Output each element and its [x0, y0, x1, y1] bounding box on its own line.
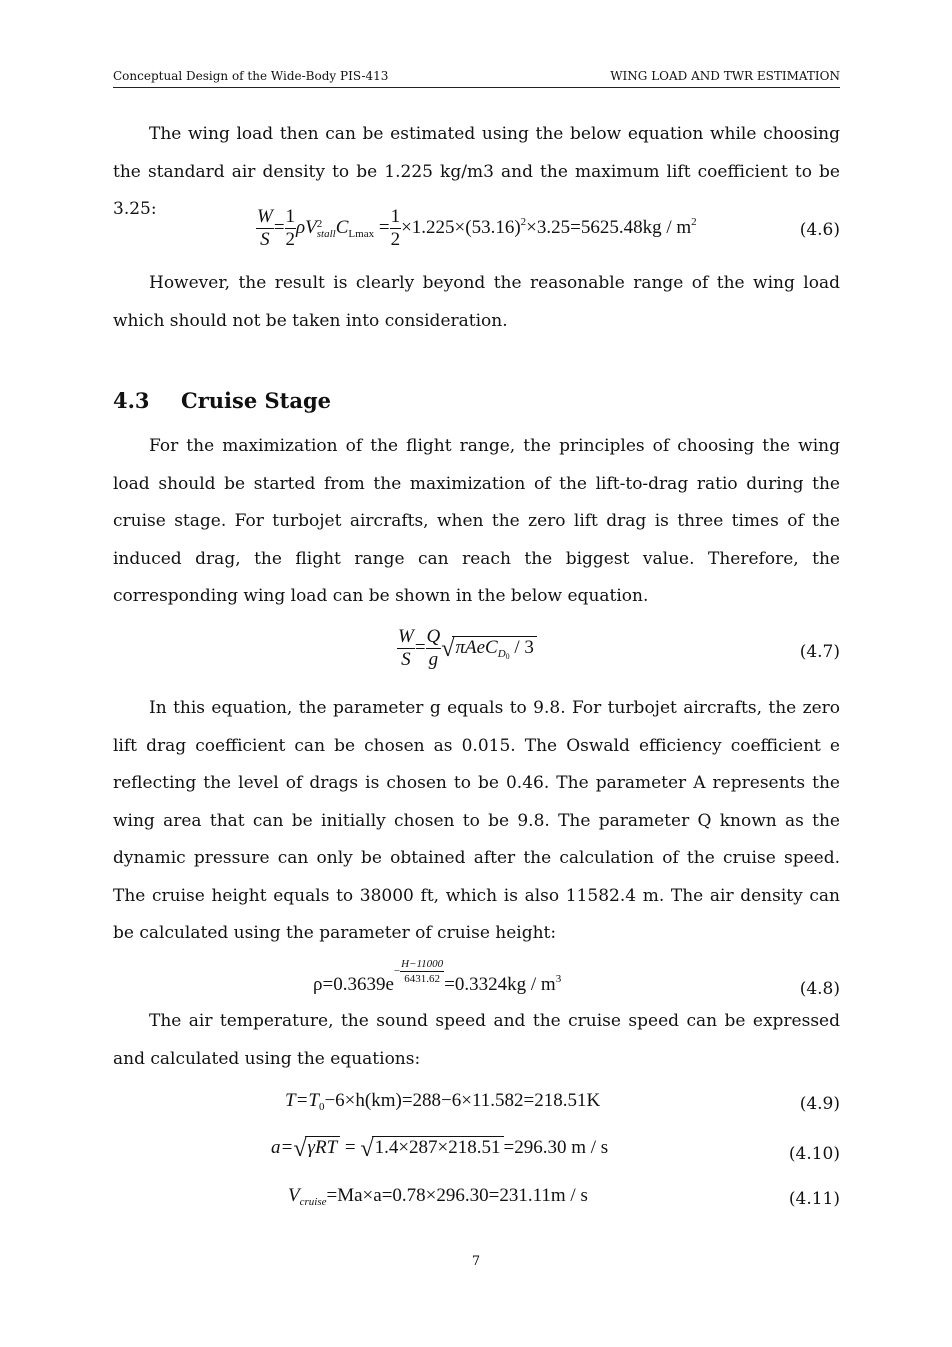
running-header: [113, 67, 840, 88]
section-heading: [113, 388, 331, 413]
frac-w-over-s: $\frac{W}{S}$: [257, 206, 273, 250]
equation-4-10: a=√γRT = √1.4×287×218.51 =296.30 m / s (4.10): [271, 1136, 840, 1164]
paragraph-result-note: However, the result is clearly beyond the reasonable range of the wing load which should not be taken into consideration.: [113, 273, 840, 331]
frac-w-over-s: $\frac{W}{S}$: [398, 626, 414, 670]
equation-number: (4.6): [799, 220, 840, 240]
frac-half: $\frac{1}{2}$: [285, 206, 296, 250]
equation-number: (4.10): [788, 1144, 840, 1164]
page-number: 7: [471, 1254, 481, 1269]
equation-4-11: $V_{cruise}=Ma\times a=0.78\times 296.30=231.11m / s$ (4.11): [288, 1185, 840, 1209]
paragraph-cruise-intro: For the maximization of the flight range, the principles of choosing the wing load should be started from the maximization of the lift-to-drag ratio during the cruise stage. For turbojet aircrafts, when the zero lift drag is three times of the induced drag, the flight range can reach the biggest value. Therefore, the corresponding wing load can be shown in the below equation.: [113, 436, 840, 606]
equation-4-7: $\frac{W}{S}$ = $\frac{Q}{g}$ √πAeC$_{D0}$ / 3 (4.7): [398, 626, 840, 670]
equation-number: (4.11): [788, 1189, 840, 1209]
header-chapter: WING LOAD AND TWR ESTIMATION: [610, 69, 840, 83]
frac-q-over-g: $\frac{Q}{g}$: [426, 626, 441, 670]
square-root: γRT: [305, 1136, 341, 1159]
exponent: − $\frac{H-11000}{6431.62}$: [393, 958, 444, 985]
equation-number: (4.7): [799, 642, 840, 662]
header-title: Conceptual Design of the Wide-Body PIS-413: [113, 69, 389, 83]
equation-4-6: $\frac{W}{S}$ = $\frac{1}{2}$ ρV 2 stall $C_{Lmax}$ = $\frac{1}{2}$ $\times 1.225\times(53.16)^2\times 3.25=5625.48kg / m^2$ (4.6): [257, 206, 840, 250]
square-root: 1.4×287×218.51: [372, 1136, 504, 1159]
paragraph-equations-intro: The air temperature, the sound speed and the cruise speed can be expressed and calculated using the equations:: [113, 1011, 840, 1069]
equation-4-9: $T=T_0-6\times h(km)=288-6\times 11.582=218.51K$ (4.9): [285, 1090, 840, 1114]
paragraph-parameters: In this equation, the parameter g equals to 9.8. For turbojet aircrafts, the zero lift drag coefficient can be chosen as 0.015. The Oswald efficiency coefficient e reflecting the level of drags is chosen to be 0.46. The parameter A represents the wing area that can be initially chosen to be 9.8. The parameter Q known as the dynamic pressure can only be obtained after the calculation of the cruise speed. The cruise height equals to 38000 ft, which is also 11582.4 m. The air density can be calculated using the parameter of cruise height:: [113, 698, 840, 943]
section-number: 4.3: [113, 388, 150, 413]
square-root: πAeC$_{D0}$ / 3: [452, 636, 536, 668]
equation-4-8: ρ=0.3639e− $\frac{H-11000}{6431.62}$ $=0.3324kg / m^3$ (4.8): [313, 958, 840, 999]
frac-half-2: $\frac{1}{2}$: [390, 206, 401, 250]
paragraph-wing-load-intro: The wing load then can be estimated using the below equation while choosing the standard air density to be 1.225 kg/m3 and the maximum lift coefficient to be 3.25:: [113, 124, 840, 219]
section-title: Cruise Stage: [181, 388, 332, 413]
equation-number: (4.9): [799, 1094, 840, 1114]
equation-number: (4.8): [799, 979, 840, 999]
